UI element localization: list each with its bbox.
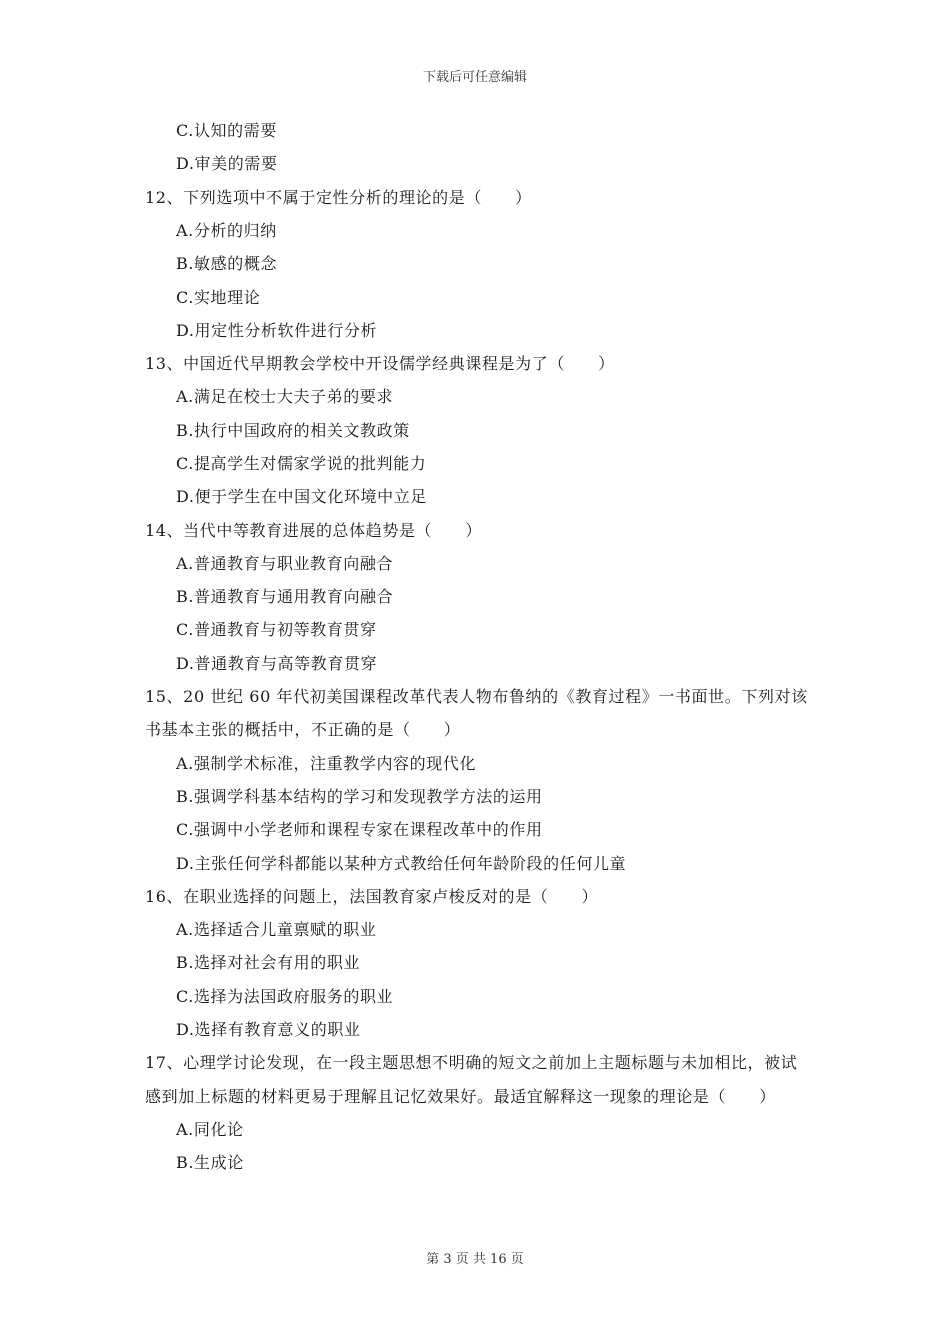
answer-option: B.选择对社会有用的职业 xyxy=(176,953,361,972)
answer-option: A.同化论 xyxy=(176,1120,244,1139)
answer-option: B.敏感的概念 xyxy=(176,254,278,273)
answer-option: B.生成论 xyxy=(176,1153,244,1172)
question-text: 16、在职业选择的问题上，法国教育家卢梭反对的是（ ） xyxy=(145,887,599,906)
answer-option: C.提高学生对儒家学说的批判能力 xyxy=(176,454,427,473)
answer-option: A.满足在校士大夫子弟的要求 xyxy=(176,387,394,406)
question-text: 15、20 世纪 60 年代初美国课程改革代表人物布鲁纳的《教育过程》一书面世。下列对该 xyxy=(145,687,808,706)
page-header: 下载后可任意编辑 xyxy=(422,70,527,85)
answer-option: B.执行中国政府的相关文教政策 xyxy=(176,421,410,440)
answer-option: C.认知的需要 xyxy=(176,121,277,140)
answer-option: C.强调中小学老师和课程专家在课程改革中的作用 xyxy=(176,820,543,839)
question-text: 14、当代中等教育进展的总体趋势是（ ） xyxy=(145,521,482,540)
answer-option: D.用定性分析软件进行分析 xyxy=(176,321,378,340)
question-text: 17、心理学讨论发现，在一段主题思想不明确的短文之前加上主题标题与未加相比，被试 xyxy=(145,1053,798,1072)
answer-option: C.选择为法国政府服务的职业 xyxy=(176,987,394,1006)
answer-option: C.普通教育与初等教育贯穿 xyxy=(176,620,377,639)
answer-option: D.主张任何学科都能以某种方式教给任何年龄阶段的任何儿童 xyxy=(176,854,627,873)
answer-option: A.强制学术标准，注重教学内容的现代化 xyxy=(176,754,477,773)
answer-option: D.普通教育与高等教育贯穿 xyxy=(176,654,378,673)
answer-option: B.普通教育与通用教育向融合 xyxy=(176,587,394,606)
answer-option: A.分析的归纳 xyxy=(176,221,277,240)
answer-option: D.审美的需要 xyxy=(176,154,278,173)
answer-option: C.实地理论 xyxy=(176,288,261,307)
answer-option: D.便于学生在中国文化环境中立足 xyxy=(176,487,427,506)
question-text: 书基本主张的概括中，不正确的是（ ） xyxy=(145,720,461,739)
answer-option: A.普通教育与职业教育向融合 xyxy=(176,554,394,573)
page-footer: 第 3 页 共 16 页 xyxy=(426,1252,524,1267)
answer-option: B.强调学科基本结构的学习和发现教学方法的运用 xyxy=(176,787,543,806)
answer-option: A.选择适合儿童禀赋的职业 xyxy=(176,920,377,939)
question-text: 感到加上标题的材料更易于理解且记忆效果好。最适宜解释这一现象的理论是（ ） xyxy=(145,1087,776,1106)
answer-option: D.选择有教育意义的职业 xyxy=(176,1020,361,1039)
question-text: 13、中国近代早期教会学校中开设儒学经典课程是为了（ ） xyxy=(145,354,615,373)
question-text: 12、下列选项中不属于定性分析的理论的是（ ） xyxy=(145,188,532,207)
